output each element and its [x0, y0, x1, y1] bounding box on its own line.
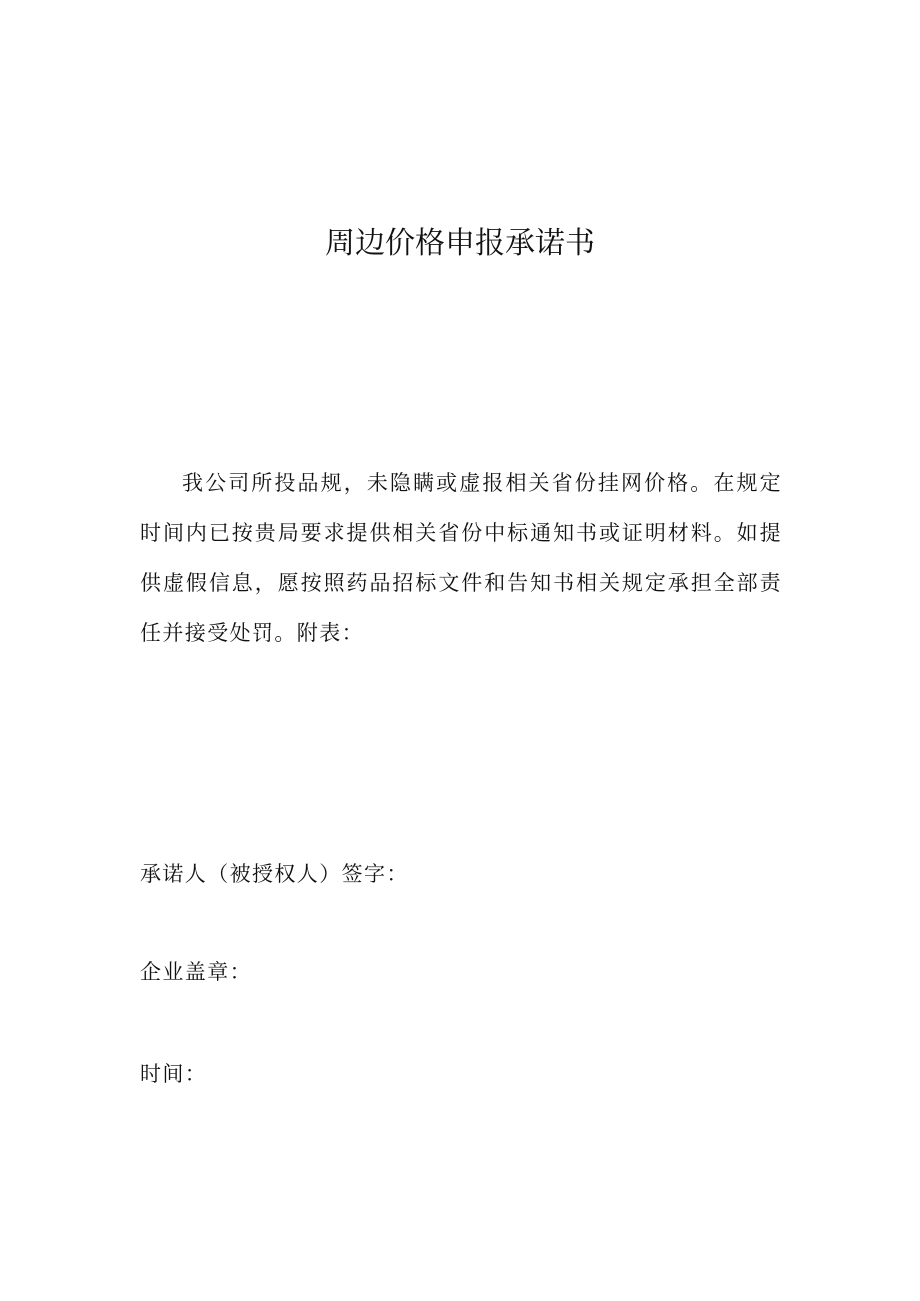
- date-label: 时间：: [140, 1062, 208, 1086]
- commitment-paragraph: 我公司所投品规，未隐瞒或虚报相关省份挂网价格。在规定时间内已按贵局要求提供相关省份中标通知书或证明材料。如提供虚假信息，愿按照药品招标文件和告知书相关规定承担全部责任并接受处罚。附表：: [140, 471, 782, 645]
- company-seal-label: 企业盖章：: [140, 960, 252, 984]
- document-title: 周边价格申报承诺书: [325, 226, 595, 261]
- signer-signature-label: 承诺人（被授权人）签字：: [140, 862, 409, 886]
